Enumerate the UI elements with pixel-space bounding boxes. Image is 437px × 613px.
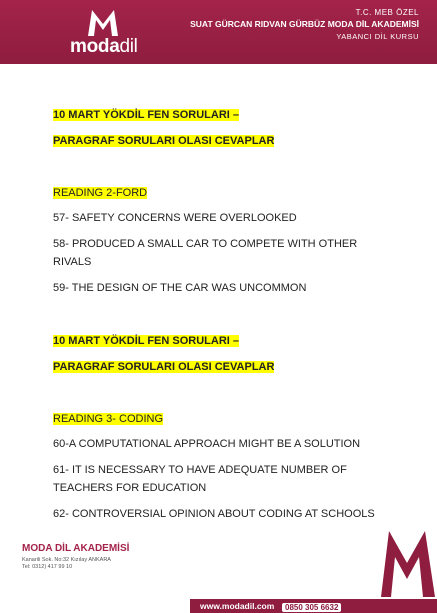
section1-reading-heading: READING 2-FORD xyxy=(53,187,148,199)
section2-title-2: PARAGRAF SORULARI OLASI CEVAPLAR xyxy=(53,361,275,373)
answer-item: 61- IT IS NECESSARY TO HAVE ADEQUATE NUMBER OF TEACHERS FOR EDUCATION xyxy=(53,464,347,494)
section2-title-1: 10 MART YÖKDİL FEN SORULARI – xyxy=(53,335,240,347)
institution-name xyxy=(179,8,419,41)
academy-line: SUAT GÜRCAN RIDVAN GÜRBÜZ MODA DİL AKADEMİSİ xyxy=(190,19,419,29)
moda-logo-icon xyxy=(377,527,437,599)
footer-website: www.modadil.com xyxy=(200,601,275,611)
answer-item: 58- PRODUCED A SMALL CAR TO COMPETE WITH OTHER RIVALS xyxy=(53,238,358,268)
footer-brand: MODA DİL AKADEMİSİ xyxy=(22,543,130,554)
answer-item: 59- THE DESIGN OF THE CAR WAS UNCOMMON xyxy=(53,282,307,294)
footer-address: Kanarili Sok. No:32 Kızılay ANKARA Tel: 0312) 417 99 10 xyxy=(22,557,111,570)
footer-phone: 0850 305 6632 xyxy=(282,603,341,612)
logo-main: moda xyxy=(70,36,120,57)
answer-item: 60-A COMPUTATIONAL APPROACH MIGHT BE A SOLUTION xyxy=(53,438,361,450)
section2-reading-heading: READING 3- CODING xyxy=(53,413,164,425)
ministry-line: T.C. MEB ÖZEL xyxy=(355,8,419,17)
logo-suffix: dil xyxy=(119,36,138,57)
letterhead-footer xyxy=(0,533,437,613)
section1-title-1: 10 MART YÖKDİL FEN SORULARI – xyxy=(53,109,240,121)
answer-item: 57- SAFETY CONCERNS WERE OVERLOOKED xyxy=(53,212,297,224)
letterhead-banner xyxy=(0,0,437,64)
logo-wordmark xyxy=(70,36,138,58)
course-line: YABANCI DİL KURSU xyxy=(336,32,419,41)
moda-logo-icon xyxy=(86,6,120,38)
answer-item: 62- CONTROVERSIAL OPINION ABOUT CODING AT SCHOOLS xyxy=(53,508,375,520)
section1-title-2: PARAGRAF SORULARI OLASI CEVAPLAR xyxy=(53,135,275,147)
